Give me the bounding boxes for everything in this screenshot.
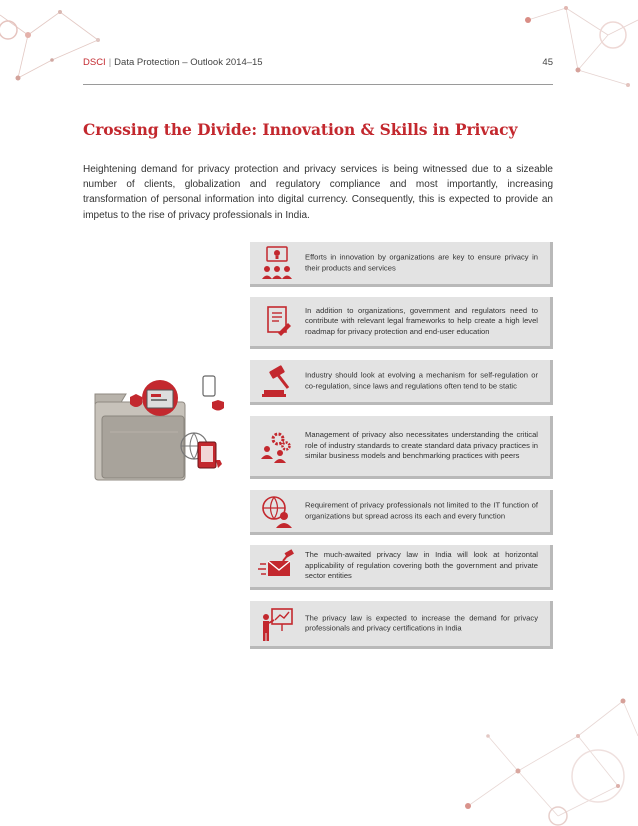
network-pattern-decoration: [0, 0, 110, 90]
network-pattern-decoration: [448, 676, 638, 826]
brand-name: DSCI: [83, 57, 106, 68]
list-item: [250, 242, 553, 287]
header-separator: |: [108, 57, 112, 68]
innovation-team-icon: [258, 244, 296, 282]
list-item: [250, 545, 553, 590]
privacy-folder-illustration: [90, 372, 240, 482]
globe-person-icon: [258, 492, 296, 530]
section-title: Crossing the Divide: Innovation & Skills in Privacy: [83, 120, 518, 139]
list-item-text: Management of privacy also necessitates understanding the critical role of industry standards to create standard data privacy practices in similar business models and benchmarking practices with peers: [305, 430, 538, 461]
document-title: Data Protection – Outlook 2014–15: [114, 57, 263, 68]
list-item: [250, 416, 553, 479]
list-item: [250, 490, 553, 535]
header-divider: [83, 84, 553, 85]
legal-document-icon: [258, 303, 296, 341]
mail-law-icon: [258, 547, 296, 585]
list-item: [250, 601, 553, 649]
presenter-chart-icon: [258, 605, 296, 643]
list-item-text: Requirement of privacy professionals not limited to the IT function of organizations but spread across its each and every function: [305, 500, 538, 520]
page-header: [83, 57, 553, 71]
list-item-text: Industry should look at evolving a mechanism for self-regulation or co-regulation, since laws and regulations often tend to be static: [305, 370, 538, 390]
list-item-text: In addition to organizations, government and regulators need to contribute with relevant legal frameworks to help create a high level roadmap for privacy protection and end-user education: [305, 305, 538, 336]
list-item: [250, 297, 553, 349]
network-pattern-decoration: [518, 0, 638, 95]
gears-people-icon: [258, 427, 296, 465]
intro-paragraph: Heightening demand for privacy protection and privacy services is being witnessed due to a sizeable number of clients, globalization and regulatory compliance and most importantly, increasing transformation of personal information into digital currency. Consequently, this is expected to provide an impetus to the rise of privacy professionals in India.: [83, 164, 553, 221]
list-item-text: The privacy law is expected to increase the demand for privacy professionals and privacy certifications in India: [305, 612, 538, 633]
list-item-text: Efforts in innovation by organizations are key to ensure privacy in their products and services: [305, 252, 538, 272]
list-item-text: The much-awaited privacy law in India will look at horizontal applicability of regulation covering both the government and private sector entities: [305, 550, 538, 581]
list-item: [250, 360, 553, 405]
page-number: 45: [542, 57, 553, 68]
gavel-icon: [258, 362, 296, 400]
